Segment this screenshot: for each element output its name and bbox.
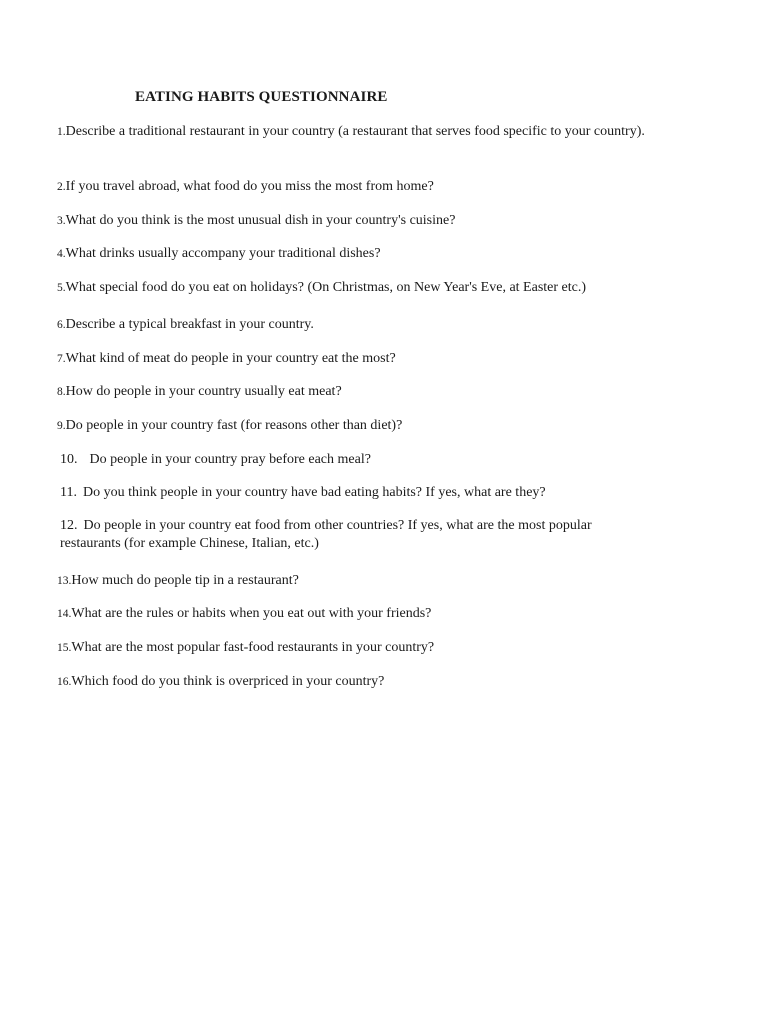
question-text: What kind of meat do people in your country eat the most?: [65, 351, 396, 366]
question-number: 16.: [57, 676, 72, 688]
question-number: 4.: [57, 248, 66, 260]
question-number: 5.: [57, 282, 66, 294]
question-5: [57, 279, 647, 297]
question-number: 13.: [57, 575, 72, 587]
question-13: [57, 572, 647, 590]
question-number: 15.: [57, 642, 72, 654]
question-text: Describe a typical breakfast in your country.: [65, 317, 314, 332]
question-text: Do people in your country pray before each meal?: [89, 452, 371, 467]
question-4: [57, 245, 647, 263]
question-3: [57, 212, 647, 230]
question-text: Do people in your country fast (for reasons other than diet)?: [65, 418, 403, 433]
question-number: 8.: [57, 386, 66, 398]
question-number: 14.: [57, 608, 72, 620]
question-1: [57, 123, 647, 141]
question-number: 6.: [57, 319, 66, 331]
question-text: Do you think people in your country have bad eating habits? If yes, what are they?: [82, 485, 546, 500]
question-9: [57, 417, 647, 435]
question-number: 2.: [57, 181, 66, 193]
question-text: Describe a traditional restaurant in your country (a restaurant that serves food specific to your country).: [65, 124, 645, 139]
question-number: 10.: [60, 452, 78, 467]
question-text: What special food do you eat on holidays? (On Christmas, on New Year's Eve, at Easter etc.): [65, 280, 587, 295]
question-number: 7.: [57, 353, 66, 365]
question-text: What are the most popular fast-food restaurants in your country?: [71, 640, 435, 655]
question-2: [57, 178, 647, 196]
question-10: [60, 451, 650, 469]
question-number: 1.: [57, 126, 66, 138]
question-14: [57, 605, 647, 623]
question-number: 9.: [57, 420, 66, 432]
question-text: What are the rules or habits when you eat out with your friends?: [71, 606, 432, 621]
question-8: [57, 383, 647, 401]
question-text: If you travel abroad, what food do you miss the most from home?: [65, 179, 434, 194]
question-number: 11.: [60, 485, 77, 500]
question-11: [60, 484, 650, 502]
question-15: [57, 639, 647, 657]
question-text: Do people in your country eat food from other countries? If yes, what are the most popular restaurants (for example Chinese, Italian, etc.): [60, 518, 592, 551]
question-text: What drinks usually accompany your traditional dishes?: [65, 246, 381, 261]
question-16: [57, 673, 647, 691]
question-6: [57, 316, 647, 334]
question-12: [60, 517, 650, 553]
question-7: [57, 350, 647, 368]
question-text: Which food do you think is overpriced in your country?: [71, 674, 385, 689]
question-text: How much do people tip in a restaurant?: [71, 573, 299, 588]
question-number: 3.: [57, 215, 66, 227]
question-text: What do you think is the most unusual dish in your country's cuisine?: [65, 213, 456, 228]
page-title: EATING HABITS QUESTIONNAIRE: [135, 89, 388, 105]
question-number: 12.: [60, 518, 78, 533]
question-text: How do people in your country usually eat meat?: [65, 384, 342, 399]
